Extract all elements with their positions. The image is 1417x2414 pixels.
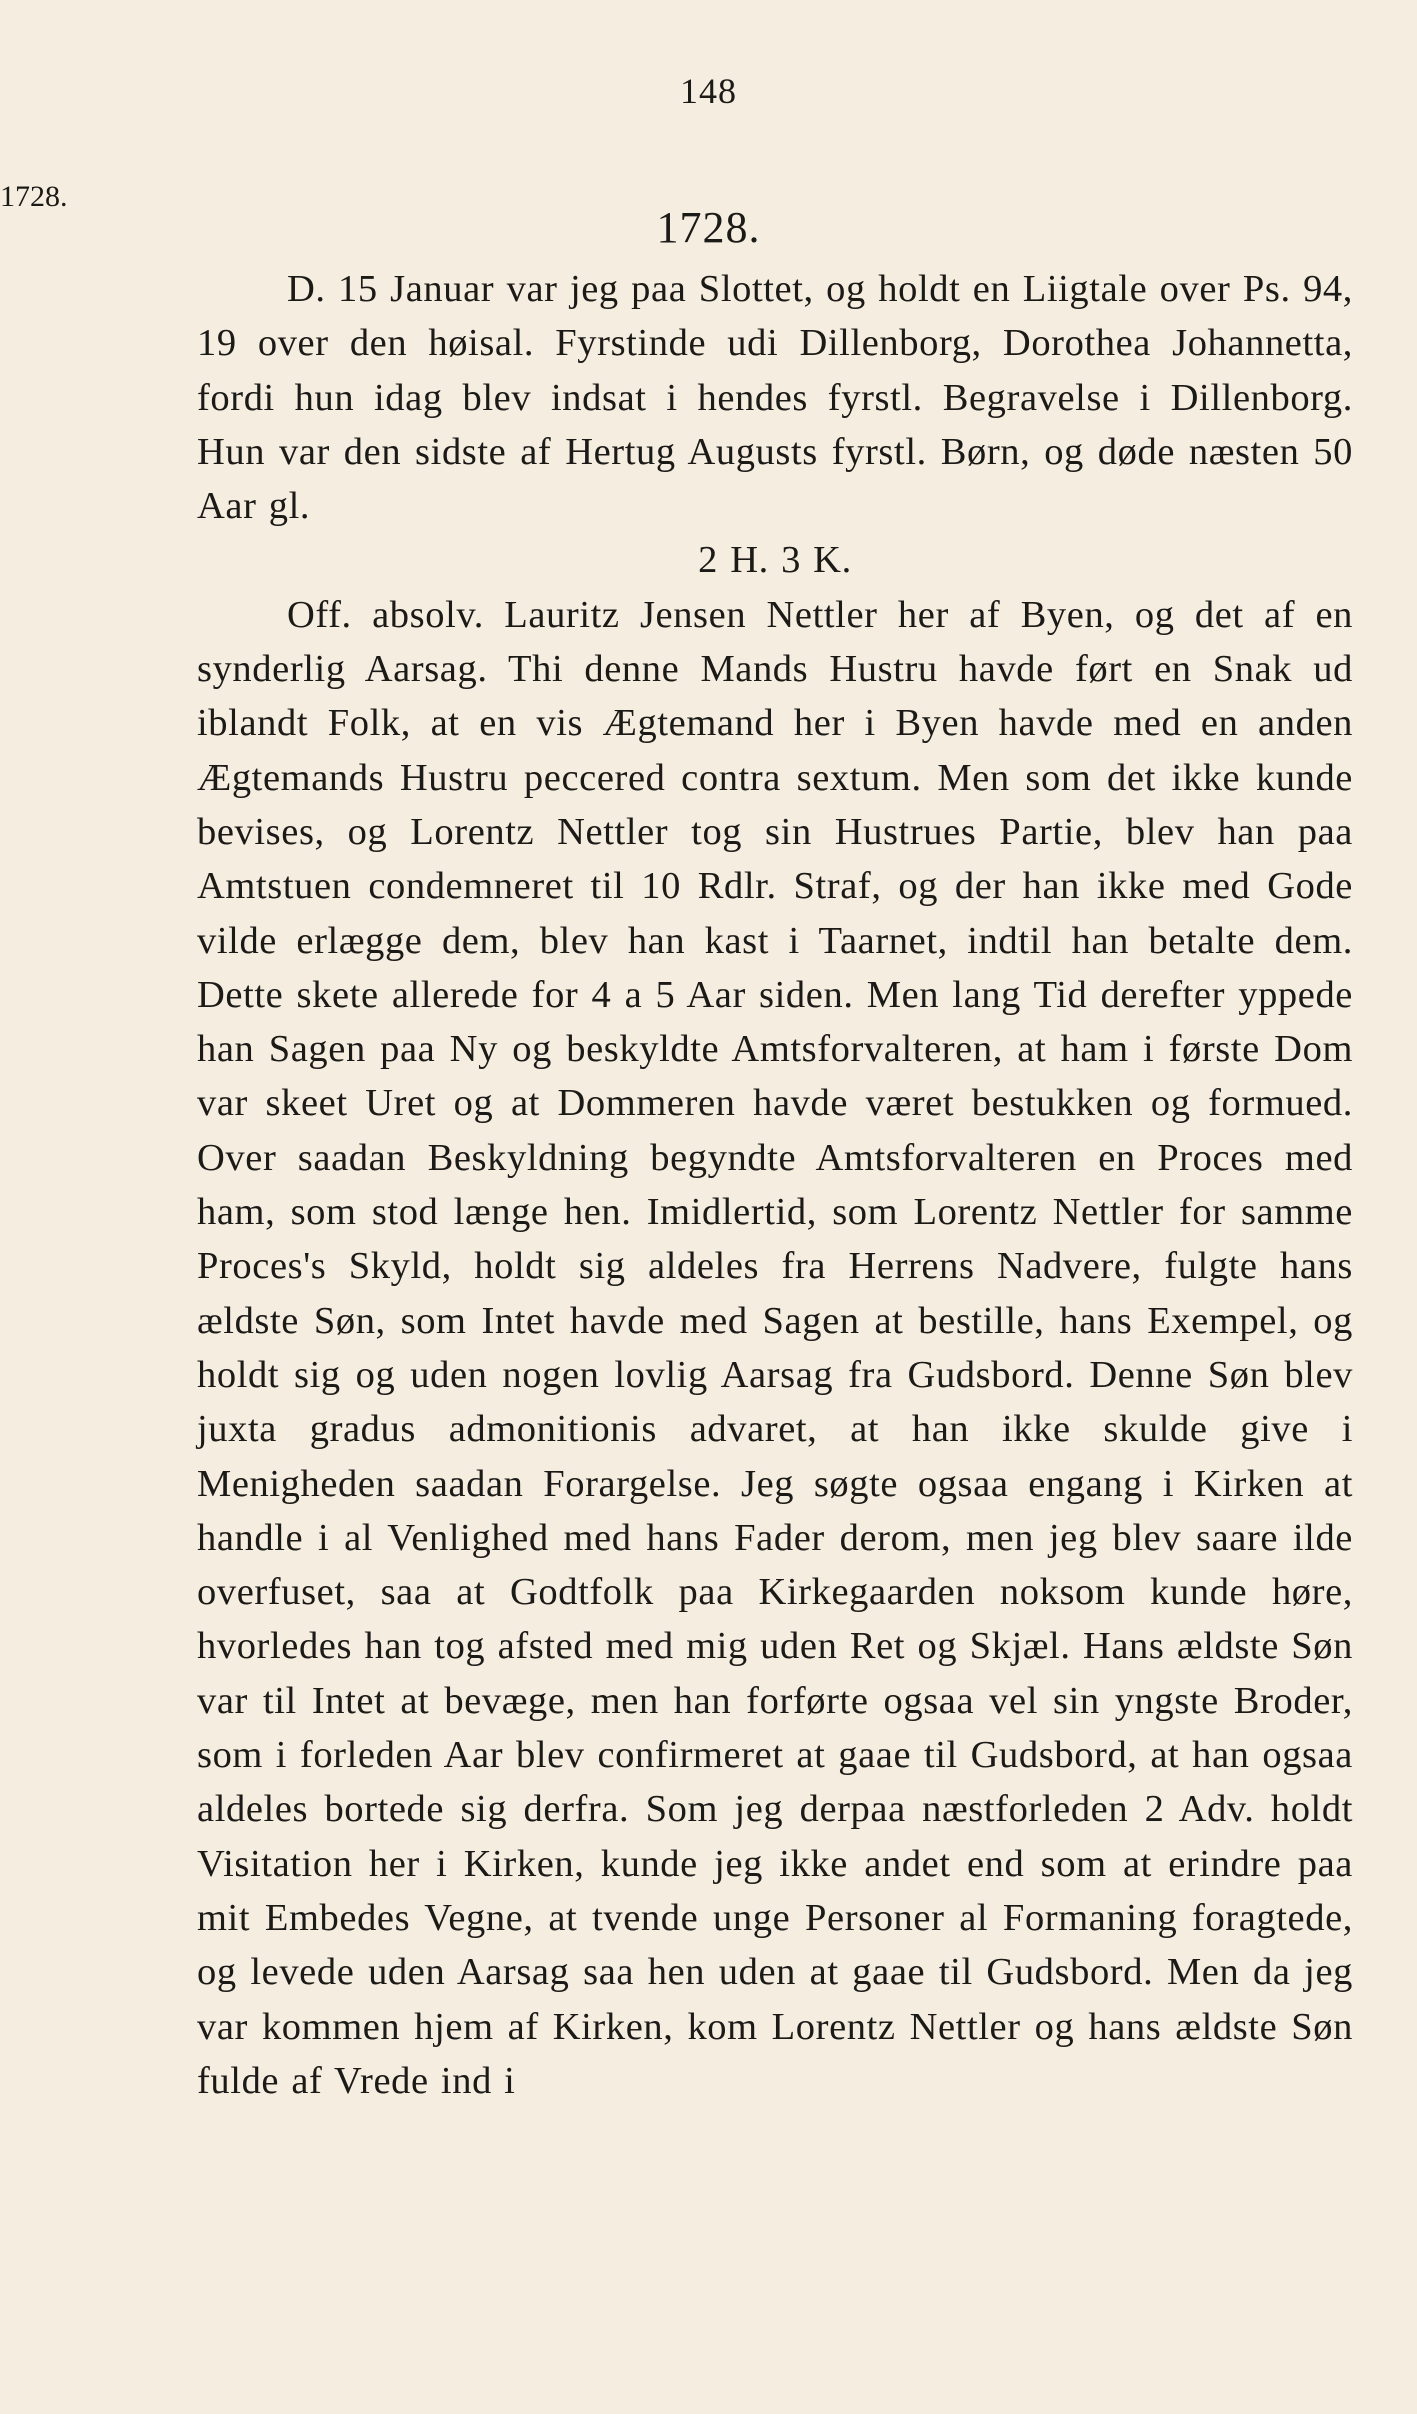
margin-year-note: 1728.	[0, 180, 68, 213]
section-heading: 1728.	[656, 203, 761, 252]
paragraph-sunday-note: 2 H. 3 K.	[698, 539, 852, 582]
page-number: 148	[680, 71, 737, 111]
paragraph-funeral-sermon: D. 15 Januar var jeg paa Slottet, og holdt en Liigtale over Ps. 94, 19 over den høisal. Fyrstinde udi Dillenborg, Dorothea Johannetta, fordi hun idag blev indsat i hendes fyrstl. Begravelse i Dillenborg. Hun var den sidste af Hertug Augusts fyrstl. Børn, og døde næsten 50 Aar gl.	[197, 268, 1353, 528]
body-text	[197, 262, 1353, 2108]
paragraph-absolution: Off. absolv. Lauritz Jensen Nettler her af Byen, og det af en synderlig Aarsag. Thi denne Mands Hustru havde ført en Snak ud iblandt Folk, at en vis Ægtemand her i Byen havde med en anden Ægtemands Hustru peccered contra sextum. Men som det ikke kunde bevises, og Lorentz Nettler tog sin Hustrues Partie, blev han paa Amtstuen condemneret til 10 Rdlr. Straf, og der han ikke med Gode vilde erlægge dem, blev han kast i Taarnet, indtil han betalte dem. Dette skete allerede for 4 a 5 Aar siden. Men lang Tid derefter yppede han Sagen paa Ny og beskyldte Amtsforvalteren, at ham i første Dom var skeet Uret og at Dommeren havde været bestukken og formued. Over saadan Beskyldning begyndte Amtsforvalteren en Proces med ham, som stod længe hen. Imidlertid, som Lorentz Nettler for samme Proces's Skyld, holdt sig aldeles fra Herrens Nadvere, fulgte hans ældste Søn, som Intet havde med Sagen at bestille, hans Exempel, og holdt sig og uden nogen lovlig Aarsag fra Gudsbord. Denne Søn blev juxta gradus admonitionis advaret, at han ikke skulde give i Menigheden saadan Forargelse. Jeg søgte ogsaa engang i Kirken at handle i al Venlighed med hans Fader derom, men jeg blev saare ilde overfuset, saa at Godtfolk paa Kirkegaarden noksom kunde høre, hvorledes han tog afsted med mig uden Ret og Skjæl. Hans ældste Søn var til Intet at bevæge, men han forførte ogsaa vel sin yngste Broder, som i forleden Aar blev confirmeret at gaae til Gudsbord, at han ogsaa aldeles bortede sig derfra. Som jeg derpaa næstforleden 2 Adv. holdt Visitation her i Kirken, kunde jeg ikke andet end som at erindre paa mit Embedes Vegne, at tvende unge Personer al Formaning foragtede, og levede uden Aarsag saa hen uden at gaae til Gudsbord. Men da jeg var kommen hjem af Kirken, kom Lorentz Nettler og hans ældste Søn fulde af Vrede ind i	[197, 593, 1353, 2102]
